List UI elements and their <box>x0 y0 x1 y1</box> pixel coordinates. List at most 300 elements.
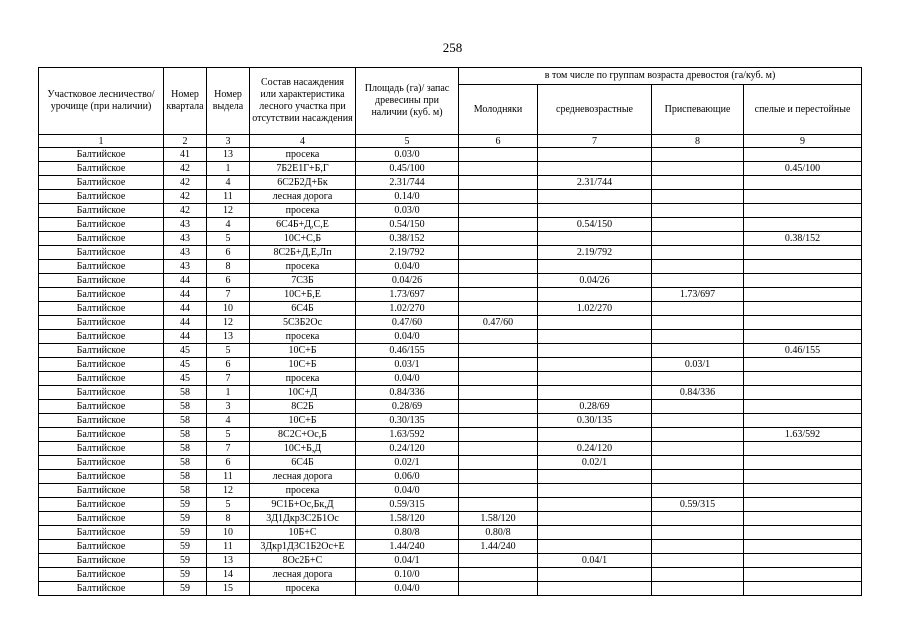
cell-quarter: 58 <box>164 428 207 442</box>
cell-plot: 14 <box>207 568 250 582</box>
table-row <box>39 316 862 330</box>
cell-plot: 5 <box>207 344 250 358</box>
cell-middle-aged <box>538 330 652 344</box>
column-numbers-row <box>39 135 862 148</box>
cell-area-volume: 0.38/152 <box>356 232 459 246</box>
cell-area-volume: 0.06/0 <box>356 470 459 484</box>
cell-quarter: 58 <box>164 470 207 484</box>
table-row <box>39 540 862 554</box>
cell-maturing <box>652 190 744 204</box>
cell-composition: 10С+С,Б <box>250 232 356 246</box>
cell-middle-aged <box>538 540 652 554</box>
cell-area-volume: 0.54/150 <box>356 218 459 232</box>
column-number: 9 <box>744 135 862 148</box>
cell-middle-aged: 0.28/69 <box>538 400 652 414</box>
cell-quarter: 45 <box>164 358 207 372</box>
cell-plot: 13 <box>207 554 250 568</box>
cell-mature: 0.45/100 <box>744 162 862 176</box>
table-row <box>39 400 862 414</box>
cell-area-volume: 0.04/0 <box>356 372 459 386</box>
cell-forestry: Балтийское <box>39 386 164 400</box>
table-row <box>39 162 862 176</box>
cell-forestry: Балтийское <box>39 344 164 358</box>
cell-quarter: 59 <box>164 582 207 596</box>
cell-young <box>459 358 538 372</box>
cell-area-volume: 0.84/336 <box>356 386 459 400</box>
cell-area-volume: 0.28/69 <box>356 400 459 414</box>
cell-middle-aged: 0.30/135 <box>538 414 652 428</box>
cell-forestry: Балтийское <box>39 316 164 330</box>
cell-quarter: 58 <box>164 386 207 400</box>
cell-young <box>459 232 538 246</box>
cell-young <box>459 218 538 232</box>
column-number: 6 <box>459 135 538 148</box>
cell-mature <box>744 400 862 414</box>
cell-forestry: Балтийское <box>39 526 164 540</box>
cell-young <box>459 190 538 204</box>
cell-plot: 5 <box>207 428 250 442</box>
cell-young <box>459 204 538 218</box>
table-row <box>39 442 862 456</box>
column-number: 4 <box>250 135 356 148</box>
cell-area-volume: 0.03/1 <box>356 358 459 372</box>
cell-forestry: Балтийское <box>39 582 164 596</box>
cell-quarter: 59 <box>164 498 207 512</box>
cell-area-volume: 1.63/592 <box>356 428 459 442</box>
cell-forestry: Балтийское <box>39 428 164 442</box>
cell-maturing <box>652 456 744 470</box>
cell-mature <box>744 204 862 218</box>
cell-plot: 5 <box>207 498 250 512</box>
cell-maturing <box>652 148 744 162</box>
table-row <box>39 498 862 512</box>
table-row <box>39 358 862 372</box>
cell-young <box>459 498 538 512</box>
cell-young <box>459 554 538 568</box>
cell-quarter: 41 <box>164 148 207 162</box>
cell-plot: 8 <box>207 512 250 526</box>
cell-plot: 12 <box>207 316 250 330</box>
cell-mature <box>744 316 862 330</box>
cell-composition: 10С+Б <box>250 358 356 372</box>
cell-middle-aged: 0.04/1 <box>538 554 652 568</box>
cell-middle-aged: 0.02/1 <box>538 456 652 470</box>
cell-quarter: 44 <box>164 302 207 316</box>
cell-mature <box>744 498 862 512</box>
cell-maturing <box>652 330 744 344</box>
cell-forestry: Балтийское <box>39 442 164 456</box>
cell-middle-aged <box>538 526 652 540</box>
cell-maturing <box>652 554 744 568</box>
cell-forestry: Балтийское <box>39 470 164 484</box>
cell-plot: 13 <box>207 330 250 344</box>
table-row <box>39 204 862 218</box>
cell-area-volume: 0.24/120 <box>356 442 459 456</box>
cell-young: 0.47/60 <box>459 316 538 330</box>
table-row <box>39 246 862 260</box>
cell-young <box>459 400 538 414</box>
cell-mature <box>744 274 862 288</box>
cell-maturing <box>652 274 744 288</box>
cell-forestry: Балтийское <box>39 190 164 204</box>
cell-area-volume: 0.30/135 <box>356 414 459 428</box>
header-maturing: Приспевающие <box>652 85 744 135</box>
cell-middle-aged <box>538 260 652 274</box>
cell-composition: 7Б2Е1Г+Б,Г <box>250 162 356 176</box>
cell-plot: 11 <box>207 190 250 204</box>
cell-quarter: 58 <box>164 442 207 456</box>
cell-maturing: 1.73/697 <box>652 288 744 302</box>
header-mature-overmature: спелые и перестойные <box>744 85 862 135</box>
cell-area-volume: 0.14/0 <box>356 190 459 204</box>
cell-mature <box>744 302 862 316</box>
table-row <box>39 190 862 204</box>
header-forestry: Участковое лесничество/урочище (при наличии) <box>39 68 164 135</box>
cell-forestry: Балтийское <box>39 148 164 162</box>
cell-composition: просека <box>250 372 356 386</box>
page-number: 258 <box>442 40 463 55</box>
cell-young <box>459 414 538 428</box>
cell-forestry: Балтийское <box>39 162 164 176</box>
cell-forestry: Балтийское <box>39 288 164 302</box>
cell-plot: 4 <box>207 414 250 428</box>
cell-middle-aged <box>538 358 652 372</box>
table-body <box>39 148 862 596</box>
cell-middle-aged <box>538 372 652 386</box>
cell-middle-aged: 0.24/120 <box>538 442 652 456</box>
cell-composition: просека <box>250 484 356 498</box>
cell-area-volume: 0.04/0 <box>356 582 459 596</box>
cell-forestry: Балтийское <box>39 218 164 232</box>
cell-plot: 6 <box>207 274 250 288</box>
table-row <box>39 456 862 470</box>
cell-composition: просека <box>250 330 356 344</box>
cell-area-volume: 0.45/100 <box>356 162 459 176</box>
cell-area-volume: 0.04/26 <box>356 274 459 288</box>
cell-mature <box>744 554 862 568</box>
cell-mature <box>744 540 862 554</box>
cell-quarter: 58 <box>164 400 207 414</box>
table-row <box>39 428 862 442</box>
cell-mature <box>744 582 862 596</box>
cell-middle-aged <box>538 582 652 596</box>
cell-maturing <box>652 162 744 176</box>
cell-area-volume: 0.04/0 <box>356 260 459 274</box>
cell-composition: 3Д1Дкр3С2Б1Ос <box>250 512 356 526</box>
table-row <box>39 526 862 540</box>
cell-composition: 10С+Б <box>250 414 356 428</box>
cell-composition: 6С4Б <box>250 456 356 470</box>
cell-maturing <box>652 204 744 218</box>
cell-mature <box>744 358 862 372</box>
cell-composition: 8Ос2Б+С <box>250 554 356 568</box>
cell-forestry: Балтийское <box>39 498 164 512</box>
cell-middle-aged <box>538 162 652 176</box>
cell-forestry: Балтийское <box>39 330 164 344</box>
cell-quarter: 44 <box>164 274 207 288</box>
cell-mature <box>744 414 862 428</box>
cell-young <box>459 386 538 400</box>
forest-inventory-table <box>38 67 862 596</box>
cell-maturing <box>652 568 744 582</box>
cell-young <box>459 470 538 484</box>
header-quarter-number: Номер квартала <box>164 68 207 135</box>
cell-area-volume: 0.59/315 <box>356 498 459 512</box>
cell-quarter: 45 <box>164 344 207 358</box>
cell-maturing <box>652 414 744 428</box>
header-young: Молодняки <box>459 85 538 135</box>
cell-maturing <box>652 260 744 274</box>
cell-mature <box>744 288 862 302</box>
cell-plot: 6 <box>207 456 250 470</box>
cell-maturing <box>652 176 744 190</box>
cell-middle-aged: 0.54/150 <box>538 218 652 232</box>
cell-plot: 5 <box>207 232 250 246</box>
cell-middle-aged <box>538 148 652 162</box>
cell-quarter: 59 <box>164 512 207 526</box>
cell-mature <box>744 372 862 386</box>
cell-middle-aged <box>538 470 652 484</box>
cell-forestry: Балтийское <box>39 204 164 218</box>
cell-area-volume: 1.73/697 <box>356 288 459 302</box>
cell-mature <box>744 512 862 526</box>
cell-quarter: 58 <box>164 414 207 428</box>
table-row <box>39 218 862 232</box>
cell-maturing <box>652 442 744 456</box>
table-row <box>39 274 862 288</box>
cell-young <box>459 260 538 274</box>
cell-composition: 8С2Б+Д,Е,Лп <box>250 246 356 260</box>
cell-forestry: Балтийское <box>39 400 164 414</box>
cell-composition: 10С+Б,Е <box>250 288 356 302</box>
cell-maturing <box>652 372 744 386</box>
cell-middle-aged <box>538 190 652 204</box>
cell-plot: 12 <box>207 204 250 218</box>
cell-mature: 0.46/155 <box>744 344 862 358</box>
cell-composition: лесная дорога <box>250 190 356 204</box>
table-row <box>39 372 862 386</box>
header-area-volume: Площадь (га)/ запас древесины при наличии (куб. м) <box>356 68 459 135</box>
cell-young <box>459 582 538 596</box>
cell-mature <box>744 176 862 190</box>
cell-mature <box>744 568 862 582</box>
table-row <box>39 302 862 316</box>
cell-composition: 6С2Б2Д+Бк <box>250 176 356 190</box>
column-number: 5 <box>356 135 459 148</box>
cell-plot: 4 <box>207 218 250 232</box>
cell-young <box>459 176 538 190</box>
cell-forestry: Балтийское <box>39 302 164 316</box>
cell-mature <box>744 148 862 162</box>
cell-maturing: 0.03/1 <box>652 358 744 372</box>
cell-composition: 7С3Б <box>250 274 356 288</box>
cell-middle-aged <box>538 232 652 246</box>
table-header <box>39 68 862 148</box>
cell-composition: просека <box>250 260 356 274</box>
cell-composition: 10Б+С <box>250 526 356 540</box>
cell-area-volume: 2.31/744 <box>356 176 459 190</box>
table-row <box>39 484 862 498</box>
cell-forestry: Балтийское <box>39 484 164 498</box>
cell-mature <box>744 456 862 470</box>
cell-middle-aged <box>538 288 652 302</box>
cell-plot: 13 <box>207 148 250 162</box>
cell-quarter: 58 <box>164 456 207 470</box>
cell-composition: 3Дкр1Д3С1Б2Ос+Е <box>250 540 356 554</box>
cell-area-volume: 2.19/792 <box>356 246 459 260</box>
cell-maturing: 0.59/315 <box>652 498 744 512</box>
cell-young <box>459 288 538 302</box>
table-row <box>39 512 862 526</box>
table-row <box>39 260 862 274</box>
cell-quarter: 44 <box>164 316 207 330</box>
cell-maturing <box>652 484 744 498</box>
cell-forestry: Балтийское <box>39 568 164 582</box>
cell-forestry: Балтийское <box>39 456 164 470</box>
cell-quarter: 42 <box>164 190 207 204</box>
cell-area-volume: 0.47/60 <box>356 316 459 330</box>
cell-middle-aged <box>538 316 652 330</box>
cell-middle-aged: 2.19/792 <box>538 246 652 260</box>
table-row <box>39 582 862 596</box>
table-row <box>39 386 862 400</box>
cell-composition: 8С2С+Ос,Б <box>250 428 356 442</box>
cell-forestry: Балтийское <box>39 512 164 526</box>
cell-quarter: 59 <box>164 568 207 582</box>
cell-mature: 0.38/152 <box>744 232 862 246</box>
cell-maturing: 0.84/336 <box>652 386 744 400</box>
table-row <box>39 288 862 302</box>
cell-plot: 7 <box>207 288 250 302</box>
cell-mature <box>744 330 862 344</box>
cell-forestry: Балтийское <box>39 232 164 246</box>
cell-forestry: Балтийское <box>39 260 164 274</box>
cell-young: 0.80/8 <box>459 526 538 540</box>
cell-young <box>459 330 538 344</box>
cell-young <box>459 428 538 442</box>
table-row <box>39 232 862 246</box>
cell-composition: 10С+Б,Д <box>250 442 356 456</box>
cell-middle-aged <box>538 484 652 498</box>
cell-plot: 6 <box>207 246 250 260</box>
cell-area-volume: 0.04/1 <box>356 554 459 568</box>
cell-forestry: Балтийское <box>39 554 164 568</box>
cell-maturing <box>652 428 744 442</box>
cell-forestry: Балтийское <box>39 372 164 386</box>
cell-quarter: 43 <box>164 232 207 246</box>
cell-young <box>459 442 538 456</box>
cell-area-volume: 0.04/0 <box>356 330 459 344</box>
cell-middle-aged <box>538 204 652 218</box>
table-row <box>39 330 862 344</box>
cell-mature <box>744 386 862 400</box>
cell-forestry: Балтийское <box>39 246 164 260</box>
cell-young <box>459 568 538 582</box>
cell-plot: 7 <box>207 372 250 386</box>
cell-forestry: Балтийское <box>39 176 164 190</box>
column-number: 8 <box>652 135 744 148</box>
cell-middle-aged <box>538 428 652 442</box>
cell-mature <box>744 190 862 204</box>
cell-area-volume: 0.03/0 <box>356 148 459 162</box>
cell-young: 1.44/240 <box>459 540 538 554</box>
cell-maturing <box>652 232 744 246</box>
cell-plot: 1 <box>207 162 250 176</box>
cell-middle-aged: 2.31/744 <box>538 176 652 190</box>
table-row <box>39 470 862 484</box>
cell-young <box>459 484 538 498</box>
cell-maturing <box>652 582 744 596</box>
cell-plot: 7 <box>207 442 250 456</box>
cell-quarter: 42 <box>164 204 207 218</box>
table-row <box>39 554 862 568</box>
cell-quarter: 44 <box>164 330 207 344</box>
cell-middle-aged <box>538 568 652 582</box>
cell-plot: 10 <box>207 302 250 316</box>
cell-young <box>459 344 538 358</box>
cell-maturing <box>652 526 744 540</box>
cell-maturing <box>652 540 744 554</box>
cell-area-volume: 1.02/270 <box>356 302 459 316</box>
table-row <box>39 148 862 162</box>
cell-quarter: 42 <box>164 176 207 190</box>
cell-maturing <box>652 470 744 484</box>
cell-area-volume: 1.44/240 <box>356 540 459 554</box>
cell-composition: 6С4Б <box>250 302 356 316</box>
cell-young <box>459 274 538 288</box>
cell-forestry: Балтийское <box>39 540 164 554</box>
cell-middle-aged: 0.04/26 <box>538 274 652 288</box>
cell-quarter: 59 <box>164 540 207 554</box>
cell-forestry: Балтийское <box>39 358 164 372</box>
header-middle-aged: средневозрастные <box>538 85 652 135</box>
header-stand-composition: Состав насаждения или характеристика лесного участка при отсутствии насаждения <box>250 68 356 135</box>
cell-plot: 12 <box>207 484 250 498</box>
column-number: 3 <box>207 135 250 148</box>
cell-plot: 6 <box>207 358 250 372</box>
cell-area-volume: 0.10/0 <box>356 568 459 582</box>
table-row <box>39 344 862 358</box>
cell-quarter: 58 <box>164 484 207 498</box>
cell-quarter: 59 <box>164 526 207 540</box>
cell-mature <box>744 526 862 540</box>
table-row <box>39 414 862 428</box>
cell-plot: 11 <box>207 470 250 484</box>
cell-plot: 1 <box>207 386 250 400</box>
cell-young <box>459 162 538 176</box>
cell-area-volume: 0.02/1 <box>356 456 459 470</box>
cell-forestry: Балтийское <box>39 414 164 428</box>
cell-composition: 9С1Б+Ос,Бк,Д <box>250 498 356 512</box>
cell-middle-aged <box>538 344 652 358</box>
cell-area-volume: 0.46/155 <box>356 344 459 358</box>
cell-quarter: 44 <box>164 288 207 302</box>
cell-quarter: 43 <box>164 246 207 260</box>
cell-quarter: 42 <box>164 162 207 176</box>
cell-area-volume: 0.03/0 <box>356 204 459 218</box>
cell-middle-aged <box>538 498 652 512</box>
cell-young <box>459 148 538 162</box>
column-number: 1 <box>39 135 164 148</box>
cell-mature <box>744 442 862 456</box>
cell-composition: просека <box>250 204 356 218</box>
table-row <box>39 568 862 582</box>
header-age-groups: в том числе по группам возраста древостоя (га/куб. м) <box>459 68 862 85</box>
cell-young <box>459 456 538 470</box>
table-row <box>39 176 862 190</box>
cell-plot: 10 <box>207 526 250 540</box>
cell-maturing <box>652 344 744 358</box>
